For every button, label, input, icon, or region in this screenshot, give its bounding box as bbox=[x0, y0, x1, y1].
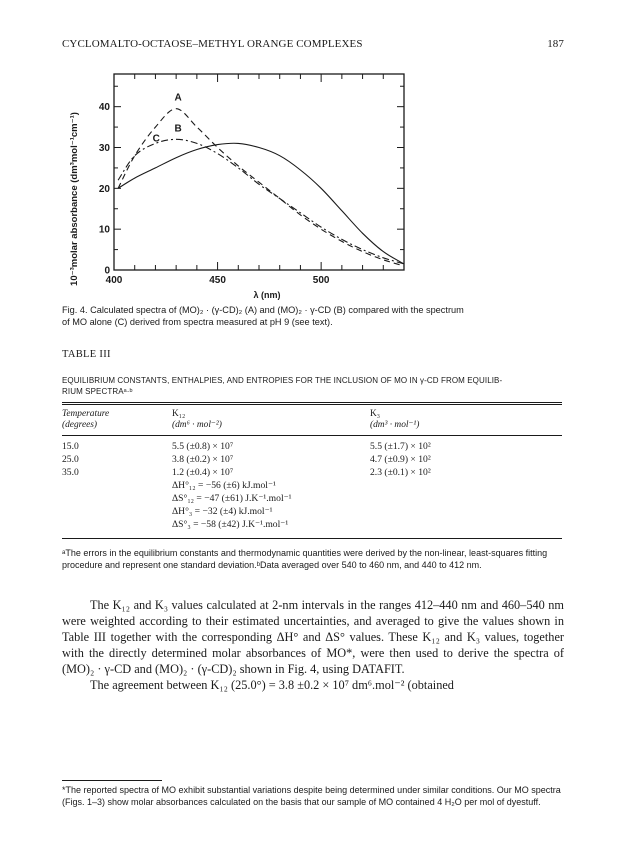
table-header-rule bbox=[62, 435, 562, 436]
y-tick-label: 40 bbox=[98, 102, 110, 114]
series-label-b: B bbox=[174, 123, 182, 135]
footnote-rule bbox=[62, 780, 162, 781]
column-header-k12 bbox=[172, 409, 222, 431]
table-cell-k12: 1.2 (±0.4) × 10⁷ bbox=[172, 467, 234, 478]
column-header-name: Temperature bbox=[62, 409, 110, 419]
y-tick-label: 0 bbox=[104, 265, 110, 277]
table-label: TABLE III bbox=[62, 349, 111, 360]
table-title-line: EQUILIBRIUM CONSTANTS, ENTHALPIES, AND ENTROPIES FOR THE INCLUSION OF MO IN γ-CD FROM EQUILIB- bbox=[62, 376, 503, 385]
running-head-title: CYCLOMALTO-OCTAOSE–METHYL ORANGE COMPLEXES bbox=[62, 38, 363, 50]
table-title-line: RIUM SPECTRAᵃ·ᵇ bbox=[62, 387, 133, 396]
column-header-unit: (dm⁶ · mol⁻²) bbox=[172, 420, 222, 430]
thermo-ds12: ΔS°₁₂ = −47 (±61) J.K⁻¹.mol⁻¹ bbox=[172, 493, 292, 504]
figure-caption-line: of MO alone (C) derived from spectra measured at pH 9 (see text). bbox=[62, 317, 333, 327]
series-line-a bbox=[118, 109, 404, 266]
spectra-chart-svg bbox=[60, 62, 420, 302]
body-paragraph: The agreement between K₁₂ (25.0°) = 3.8 ±0.2 × 10⁷ dm⁶.mol⁻² (obtained bbox=[90, 678, 454, 692]
thermo-ds3: ΔS°₃ = −58 (±42) J.K⁻¹.mol⁻¹ bbox=[172, 519, 289, 530]
series-label-layer bbox=[153, 93, 182, 145]
x-axis-ticks bbox=[106, 74, 404, 286]
series-layer bbox=[118, 109, 404, 266]
figure-caption-line: Fig. 4. Calculated spectra of (MO)₂ · (γ-CD)₂ (A) and (MO)₂ · γ-CD (B) compared with the spectrum bbox=[62, 305, 464, 315]
table-top-rule-double bbox=[62, 404, 562, 405]
column-header-k3 bbox=[370, 409, 419, 431]
y-tick-label: 30 bbox=[98, 143, 110, 154]
y-tick-label: 10 bbox=[98, 224, 110, 236]
table-top-rule bbox=[62, 402, 562, 403]
plot-frame bbox=[114, 74, 404, 270]
table-footnote: ᵃThe errors in the equilibrium constants and thermodynamic quantities were derived by the non-linear, least-squares fitting procedure and represent one standard deviation.ᵇData averaged over 540 to 460 nm, and 440 to 412 nm. bbox=[62, 548, 548, 570]
table-cell-k3: 5.5 (±1.7) × 10² bbox=[370, 441, 431, 452]
y-tick-label: 20 bbox=[98, 183, 110, 195]
page-number: 187 bbox=[547, 38, 564, 50]
table-cell-k3: 4.7 (±0.9) × 10² bbox=[370, 454, 431, 465]
table-cell-k12: 3.8 (±0.2) × 10⁷ bbox=[172, 454, 234, 465]
spectra-chart bbox=[60, 62, 420, 302]
column-header-name: K₁₂ bbox=[172, 409, 186, 419]
column-header-temperature bbox=[62, 409, 109, 431]
plot-border bbox=[114, 74, 404, 270]
x-tick-label: 500 bbox=[312, 275, 330, 286]
table-cell-temp: 15.0 bbox=[62, 441, 79, 452]
series-label-c: C bbox=[152, 133, 160, 145]
series-line-c bbox=[118, 143, 404, 264]
figure-caption bbox=[62, 304, 562, 328]
thermo-dh12: ΔH°₁₂ = −56 (±6) kJ.mol⁻¹ bbox=[172, 480, 276, 491]
x-tick-label: 450 bbox=[209, 275, 226, 286]
running-head bbox=[62, 38, 564, 54]
series-label-a: A bbox=[174, 92, 182, 104]
y-axis-label: 10⁻³molar absorbance (dm³mol⁻¹cm⁻¹) bbox=[69, 112, 80, 286]
thermo-dh3: ΔH°₃ = −32 (±4) kJ.mol⁻¹ bbox=[172, 506, 273, 517]
table-cell-k12: 5.5 (±0.8) × 10⁷ bbox=[172, 441, 234, 452]
table-bottom-rule bbox=[62, 538, 562, 539]
table-cell-temp: 35.0 bbox=[62, 467, 79, 478]
table-cell-k3: 2.3 (±0.1) × 10² bbox=[370, 467, 431, 478]
x-tick-label: 400 bbox=[105, 275, 123, 286]
x-axis-label: λ (nm) bbox=[253, 290, 281, 300]
body-paragraph: The K₁₂ and K₃ values calculated at 2-nm intervals in the ranges 412–440 nm and 460–540 nm were weighted according to their estimated uncertainties, and averaged to give the values shown in Table III together with the corresponding ΔH° and ΔS° values. These K₁₂ and K₃ values, together with the directly determined molar absorbances of MO*, were then used to derive the spectra of (MO)₂ · γ-CD and (MO)₂ · (γ-CD)₂ shown in Fig. 4, using DATAFIT. bbox=[62, 598, 564, 676]
table-cell-temp: 25.0 bbox=[62, 454, 79, 465]
column-header-unit: (degrees) bbox=[62, 420, 98, 430]
page-footnote: *The reported spectra of MO exhibit substantial variations despite being determined under similar conditions. Our MO spectra (Figs. 1–3) show molar absorbances calculated on the basis that our sample of MO contained 4 H₂O per mol of dyestuff. bbox=[62, 785, 561, 807]
column-header-unit: (dm³ · mol⁻¹) bbox=[370, 420, 420, 430]
body-text bbox=[62, 597, 564, 693]
column-header-name: K₃ bbox=[370, 409, 381, 419]
table-title bbox=[62, 375, 562, 397]
series-line-b bbox=[118, 139, 404, 264]
